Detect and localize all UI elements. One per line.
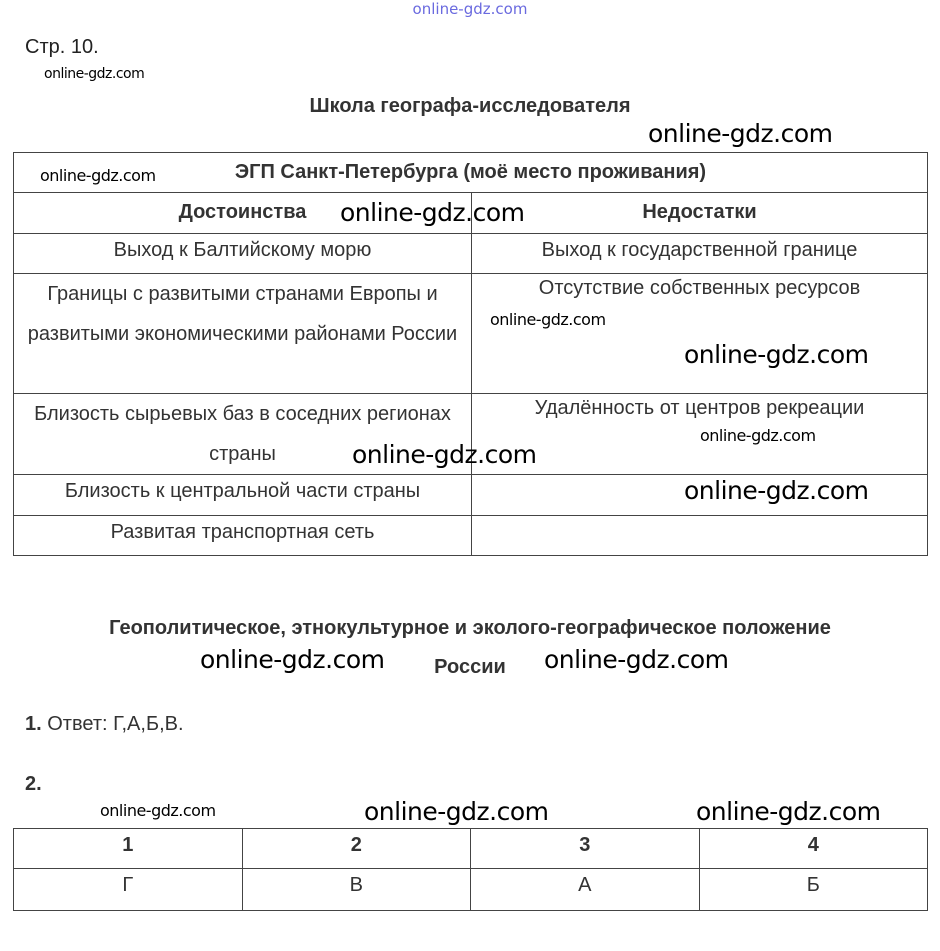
question-1-number: 1. bbox=[25, 713, 42, 735]
answer-cell: В bbox=[242, 869, 471, 911]
table-cell: Развитая транспортная сеть bbox=[14, 516, 472, 556]
table-cell bbox=[472, 516, 928, 556]
watermark: online-gdz.com bbox=[100, 801, 216, 820]
table-cell: Близость сырьевых баз в соседних регионах страны bbox=[14, 394, 472, 475]
watermark: online-gdz.com bbox=[696, 797, 881, 826]
watermark: online-gdz.com bbox=[44, 66, 145, 82]
watermark-top[interactable]: online-gdz.com bbox=[412, 0, 528, 18]
watermark: online-gdz.com bbox=[700, 426, 816, 445]
watermark: online-gdz.com bbox=[684, 340, 869, 369]
watermark: online-gdz.com bbox=[544, 645, 729, 674]
table-cell: Выход к Балтийскому морю bbox=[14, 234, 472, 274]
watermark: online-gdz.com bbox=[648, 119, 833, 148]
watermark: online-gdz.com bbox=[364, 797, 549, 826]
answer-cell: Г bbox=[14, 869, 243, 911]
page-label: Стр. 10. bbox=[25, 36, 99, 58]
header-disadvantages: Недостатки bbox=[472, 193, 928, 234]
watermark: online-gdz.com bbox=[200, 645, 385, 674]
answer-header: 2 bbox=[242, 829, 471, 869]
table-cell: Выход к государственной границе bbox=[472, 234, 928, 274]
watermark: online-gdz.com bbox=[352, 440, 537, 469]
answer-cell: Б bbox=[699, 869, 928, 911]
section2-title-line2: России bbox=[434, 656, 506, 678]
watermark: online-gdz.com bbox=[340, 198, 525, 227]
answer-header: 4 bbox=[699, 829, 928, 869]
section-title: Школа географа-исследователя bbox=[309, 95, 631, 117]
watermark: online-gdz.com bbox=[40, 166, 156, 185]
answer-table bbox=[13, 828, 928, 911]
answer-cell: А bbox=[471, 869, 700, 911]
watermark: online-gdz.com bbox=[684, 476, 869, 505]
section2-title: Геополитическое, этнокультурное и эколого-географическое положение bbox=[109, 617, 831, 639]
table-cell: Близость к центральной части страны bbox=[14, 475, 472, 516]
table-cell: Удалённость от центров рекреации bbox=[472, 394, 928, 475]
table-title: ЭГП Санкт-Петербурга (моё место проживания) bbox=[14, 153, 928, 193]
table-cell: Границы с развитыми странами Европы и развитыми экономическими районами России bbox=[14, 274, 472, 394]
question-1 bbox=[25, 713, 184, 736]
watermark: online-gdz.com bbox=[490, 310, 606, 329]
header-advantages: Достоинства bbox=[14, 193, 472, 234]
question-1-answer: Ответ: Г,А,Б,В. bbox=[47, 713, 184, 735]
question-2-number: 2. bbox=[25, 773, 42, 795]
answer-header: 1 bbox=[14, 829, 243, 869]
answer-header: 3 bbox=[471, 829, 700, 869]
table-cell: Отсутствие собственных ресурсов bbox=[472, 274, 928, 394]
